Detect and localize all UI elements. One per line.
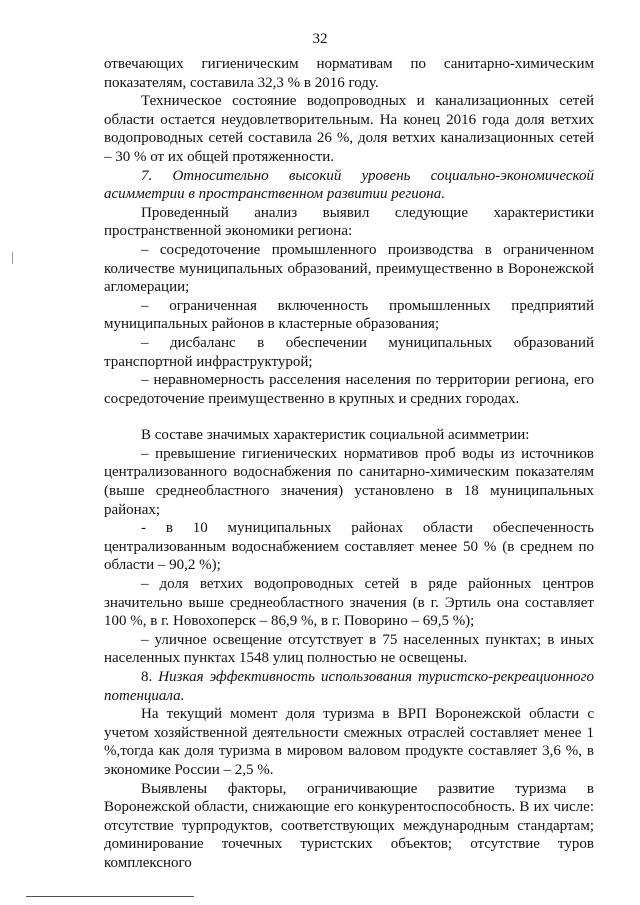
paragraph: отвечающих гигиеническим нормативам по санитарно-химическим показателям, составила 32,3 % в 2016 году. [104,56,594,91]
paragraph: На текущий момент доля туризма в ВРП Воронежской области с учетом хозяйственной деятельности смежных отраслей составляет менее 1 %,тогда как доля туризма в мировом валовом продукте составляет 3,6 %, в экономике России – 2,5 %. [104,706,594,778]
paragraph: Выявлены факторы, ограничивающие развитие туризма в Воронежской области, снижающие его конкурентоспособность. В их числе: отсутствие турпродуктов, соответствующих международным стандартам; доминирование точечных туристских объектов; отсутствие туров комплексного [104,780,594,871]
section-title: Низкая эффективность использования туристско-рекреационного потенциала. [104,669,594,704]
list-item: – неравномерность расселения населения по территории региона, его сосредоточение преимущественно в крупных и средних городах. [104,372,594,407]
section-number: 8. [141,669,153,685]
page-number: 32 [312,31,328,47]
list-item: – дисбаланс в обеспечении муниципальных образований транспортной инфраструктурой; [104,334,594,370]
list-item: – доля ветхих водопроводных сетей в ряде районных центров значительно выше среднеобластного значения (в г. Эртиль она составляет 100 %, в г. Новохоперск – 86,9 %, в г. Поворино – 69,5 %); [104,576,594,630]
list-item: – превышение гигиенических нормативов проб воды из источников централизованного водоснабжения по санитарно-химическим показателям (выше среднеобластного значения) установлено в 18 муниципальных районах; [104,445,594,518]
section-title: Относительно высокий уровень социально-экономической асимметрии в пространственном развитии региона. [104,167,594,203]
list-item: – уличное освещение отсутствует в 75 населенных пунктах; в иных населенных пунктах 1548 улиц полностью не освещены. [104,631,594,667]
list-item: - в 10 муниципальных районах области обеспеченность централизованным водоснабжением составляет менее 50 % (в среднем по области – 90,2 %); [104,520,594,574]
section-number: 7. [141,167,153,184]
list-item: – сосредоточение промышленного производства в ограниченном количестве муниципальных образований, преимущественно в Воронежской агломерации; [104,241,594,296]
paragraph: Техническое состояние водопроводных и канализационных сетей области остается неудовлетворительным. На конец 2016 года доля ветхих водопроводных сетей составила 26 %, доля ветхих канализационных сетей – 30 % от их общей протяженности. [104,93,594,165]
footer-rule [26,896,194,897]
list-item: – ограниченная включенность промышленных предприятий муниципальных районов в кластерные образования; [104,297,594,333]
paragraph: Проведенный анализ выявил следующие характеристики пространственной экономики региона: [104,204,594,240]
section-heading [104,167,594,204]
margin-mark [12,252,13,264]
paragraph: В составе значимых характеристик социальной асимметрии: [141,427,530,444]
section-heading [104,668,594,705]
document-body [104,55,594,873]
